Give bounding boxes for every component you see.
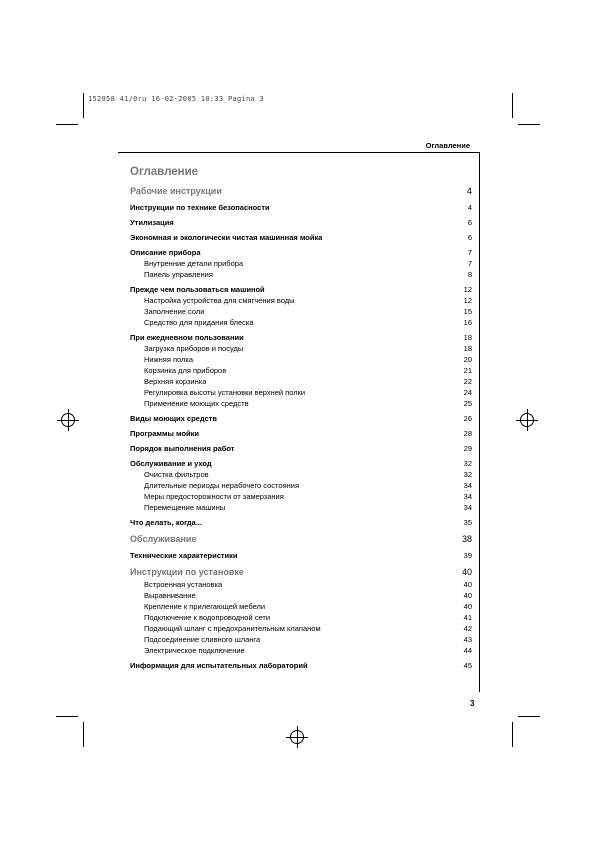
toc-entry xyxy=(130,567,472,578)
toc-entry-page: 40 xyxy=(461,567,472,577)
toc-entry-title: Обслуживание и уход xyxy=(130,459,212,468)
toc-entry xyxy=(130,660,472,671)
toc-entry xyxy=(130,332,472,343)
toc-entry-page: 7 xyxy=(467,259,472,268)
toc-entry-title: Подающий шланг с предохранительным клапаном xyxy=(144,624,321,633)
toc-entry-page: 15 xyxy=(463,307,472,316)
toc-entry-page: 7 xyxy=(467,248,472,257)
toc-entry xyxy=(130,534,472,545)
toc-entry-page: 20 xyxy=(463,355,472,364)
toc-entry xyxy=(144,590,472,601)
toc-entry-page: 18 xyxy=(463,344,472,353)
toc-entry-page: 26 xyxy=(463,414,472,423)
toc-entry-title: Информация для испытательных лабораторий xyxy=(130,661,308,670)
toc-entry xyxy=(144,623,472,634)
print-slug-line: 152958 41/0ru 16-02-2005 10:33 Pagina 3 xyxy=(88,95,265,103)
right-margin-rule xyxy=(479,152,480,692)
toc-entry xyxy=(130,186,472,197)
toc-entry-title: Применение моющих средств xyxy=(144,399,249,408)
toc-entry xyxy=(144,365,472,376)
crop-mark-tr-h xyxy=(518,124,540,125)
toc-entry xyxy=(144,295,472,306)
toc-entry-page: 6 xyxy=(467,233,472,242)
toc-entry-page: 25 xyxy=(463,399,472,408)
toc-entry-title: При ежедневном пользовании xyxy=(130,333,244,342)
toc-entry-title: Рабочие инструкции xyxy=(130,186,222,196)
toc-entry-page: 22 xyxy=(463,377,472,386)
toc-entry-title: Обслуживание xyxy=(130,534,197,544)
crop-mark-bl-h xyxy=(56,716,78,717)
toc-entry-title: Длительные периоды нерабочего состояния xyxy=(144,481,300,490)
toc-entry-title: Корзинка для приборов xyxy=(144,366,227,375)
toc-entry-page: 35 xyxy=(463,518,472,527)
toc-entry-title: Технические характеристики xyxy=(130,551,238,560)
toc-entry xyxy=(144,306,472,317)
toc-entry xyxy=(144,317,472,328)
toc-entry-page: 4 xyxy=(466,186,472,196)
toc-entry-title: Подключение к водопроводной сети xyxy=(144,613,271,622)
toc-entry-page: 32 xyxy=(463,459,472,468)
toc-entry-title: Средство для придания блеска xyxy=(144,318,254,327)
toc-entry-page: 43 xyxy=(463,635,472,644)
toc-title: Оглавление xyxy=(130,166,199,178)
toc-entry-title: Крепление к прилегающей мебели xyxy=(144,602,266,611)
running-header: Оглавление xyxy=(425,141,470,150)
toc-entry-page: 28 xyxy=(463,429,472,438)
toc-entry xyxy=(130,247,472,258)
toc-entry xyxy=(130,284,472,295)
toc-entry-title: Описание прибора xyxy=(130,248,201,257)
crop-mark-tr-v xyxy=(512,93,513,118)
registration-mark-right-icon xyxy=(516,409,538,431)
toc-entry xyxy=(144,579,472,590)
toc-entry-title: Настройка устройства для смягчения воды xyxy=(144,296,295,305)
toc-entry-page: 29 xyxy=(463,444,472,453)
toc-entry-page: 18 xyxy=(463,333,472,342)
toc-entry-page: 6 xyxy=(467,218,472,227)
registration-mark-bottom-icon xyxy=(286,726,308,748)
crop-mark-br-v xyxy=(512,722,513,747)
toc-entry-title: Инструкции по установке xyxy=(130,567,244,577)
toc-entry xyxy=(144,387,472,398)
toc-entry xyxy=(144,269,472,280)
toc-entry-page: 40 xyxy=(463,580,472,589)
toc-entry xyxy=(130,443,472,454)
toc-entry-title: Программы мойки xyxy=(130,429,200,438)
toc-entry-title: Экономная и экологически чистая машинная мойка xyxy=(130,233,323,242)
toc-entry-page: 34 xyxy=(463,492,472,501)
toc-entry xyxy=(144,502,472,513)
toc-entry-page: 40 xyxy=(463,602,472,611)
toc-entry-title: Порядок выполнения работ xyxy=(130,444,235,453)
toc-entry-page: 39 xyxy=(463,551,472,560)
toc-entry-page: 12 xyxy=(463,296,472,305)
toc-entry xyxy=(144,601,472,612)
toc-entry-title: Что делать, когда... xyxy=(130,518,203,527)
toc-entry xyxy=(130,413,472,424)
toc-entry-title: Нижняя полка xyxy=(144,355,194,364)
toc-entry xyxy=(144,258,472,269)
toc-entry xyxy=(144,612,472,623)
toc-entry xyxy=(130,517,472,528)
registration-mark-left-icon xyxy=(57,409,79,431)
toc-entry-title: Утилизация xyxy=(130,218,174,227)
toc-entry-title: Электрическое подключение xyxy=(144,646,245,655)
toc-entry-page: 16 xyxy=(463,318,472,327)
toc-entry-page: 32 xyxy=(463,470,472,479)
toc-entry-title: Встроенная установка xyxy=(144,580,223,589)
page-number: 3 xyxy=(470,699,475,708)
toc-entry-title: Верхняя корзинка xyxy=(144,377,207,386)
toc-entry-page: 12 xyxy=(463,285,472,294)
toc-entry xyxy=(144,469,472,480)
crop-mark-br-h xyxy=(518,716,540,717)
toc-entry-title: Регулировка высоты установки верхней полки xyxy=(144,388,306,397)
toc-entry-page: 24 xyxy=(463,388,472,397)
toc-entry xyxy=(144,376,472,387)
toc-entry xyxy=(144,634,472,645)
toc-entry xyxy=(144,343,472,354)
toc-entry xyxy=(144,480,472,491)
toc-entry xyxy=(144,354,472,365)
toc-entry-page: 21 xyxy=(463,366,472,375)
toc-entry xyxy=(130,550,472,561)
toc-entry-title: Меры предосторожности от замерзания xyxy=(144,492,284,501)
header-rule xyxy=(118,152,479,153)
toc-entry-title: Внутренние детали прибора xyxy=(144,259,244,268)
toc-entry xyxy=(144,491,472,502)
toc-entry xyxy=(130,232,472,243)
toc-entry xyxy=(130,458,472,469)
toc-entry-page: 45 xyxy=(463,661,472,670)
toc-entry xyxy=(130,217,472,228)
toc-entry-page: 4 xyxy=(467,203,472,212)
toc-entry-title: Панель управления xyxy=(144,270,213,279)
toc-entry-page: 41 xyxy=(463,613,472,622)
toc-entry-title: Очистка фильтров xyxy=(144,470,209,479)
toc-entry-page: 38 xyxy=(461,534,472,544)
toc-entry-title: Заполнение соли xyxy=(144,307,205,316)
crop-mark-bl-v xyxy=(83,722,84,747)
toc-entry xyxy=(130,428,472,439)
toc-entry-page: 34 xyxy=(463,503,472,512)
toc-entry-page: 34 xyxy=(463,481,472,490)
toc-entry-title: Инструкции по технике безопасности xyxy=(130,203,270,212)
crop-mark-tl-v xyxy=(83,93,84,118)
toc-entry-page: 44 xyxy=(463,646,472,655)
toc-entry-title: Подсоединение сливного шланга xyxy=(144,635,261,644)
toc-entry-page: 42 xyxy=(463,624,472,633)
toc-entry-page: 8 xyxy=(467,270,472,279)
toc-entry xyxy=(130,202,472,213)
toc-entry-title: Прежде чем пользоваться машиной xyxy=(130,285,265,294)
toc-entry-title: Перемещение машины xyxy=(144,503,226,512)
toc-entry xyxy=(144,645,472,656)
toc-entry-title: Выравнивание xyxy=(144,591,196,600)
toc-entry xyxy=(144,398,472,409)
crop-mark-tl-h xyxy=(56,124,78,125)
toc-entry-page: 40 xyxy=(463,591,472,600)
toc-entry-title: Загрузка приборов и посуды xyxy=(144,344,244,353)
toc-entry-title: Виды моющих средств xyxy=(130,414,217,423)
